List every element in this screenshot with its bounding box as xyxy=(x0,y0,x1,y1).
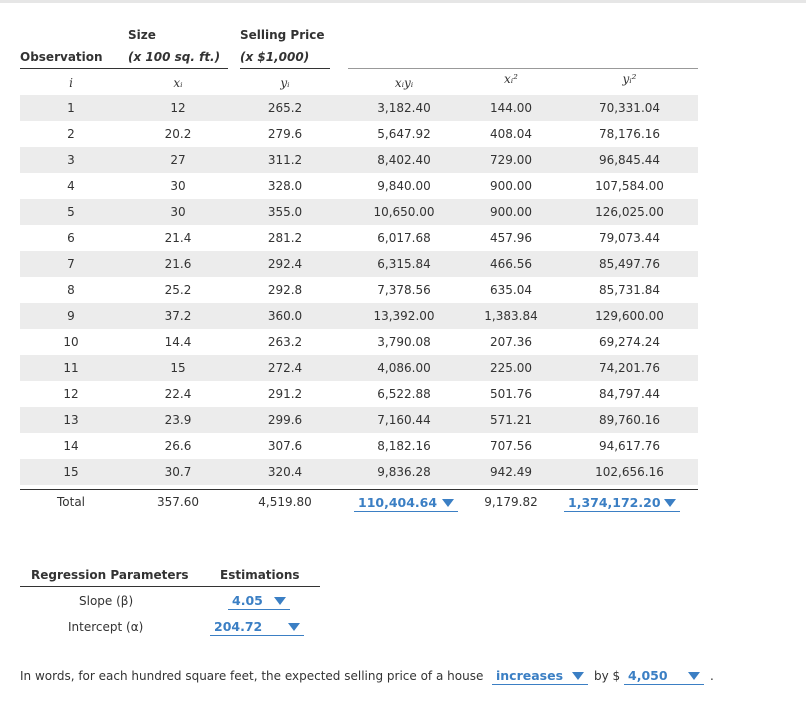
price-unit: (x $1,000) xyxy=(240,50,310,64)
cell-y2: 89,760.16 xyxy=(598,413,661,427)
cell-xy: 9,836.28 xyxy=(377,465,431,479)
cell-i: 11 xyxy=(63,361,79,375)
table-row xyxy=(20,407,698,433)
cell-y2: 129,600.00 xyxy=(595,309,664,323)
cell-x: 30.7 xyxy=(164,465,192,479)
table-row xyxy=(20,199,698,225)
table-row xyxy=(20,355,698,381)
cell-y2: 69,274.24 xyxy=(598,335,661,349)
symbol-x2: xᵢ² xyxy=(504,72,518,86)
cell-y: 320.4 xyxy=(267,465,303,479)
cell-y: 355.0 xyxy=(267,205,303,219)
direction-value: increases xyxy=(496,668,564,683)
cell-xy: 4,086.00 xyxy=(377,361,431,375)
chevron-down-icon xyxy=(572,672,584,680)
chevron-down-icon xyxy=(288,623,300,631)
cell-i: 15 xyxy=(63,465,79,479)
slope-value: 4.05 xyxy=(232,593,263,608)
total-xy-value: 110,404.64 xyxy=(358,495,438,510)
cell-x2: 900.00 xyxy=(490,205,532,219)
cell-xy: 7,378.56 xyxy=(377,283,431,297)
regression-params-header: Regression Parameters xyxy=(31,568,189,582)
cell-i: 6 xyxy=(67,231,75,245)
cell-xy: 7,160.44 xyxy=(377,413,431,427)
header-rule-left xyxy=(20,68,228,69)
cell-i: 2 xyxy=(67,127,75,141)
table-row xyxy=(20,95,698,121)
cell-y2: 126,025.00 xyxy=(595,205,664,219)
cell-x2: 457.96 xyxy=(490,231,532,245)
cell-x: 23.9 xyxy=(164,413,192,427)
table-row xyxy=(20,147,698,173)
table-row xyxy=(20,329,698,355)
cell-x: 26.6 xyxy=(164,439,192,453)
cell-x: 15 xyxy=(170,361,186,375)
cell-y2: 85,497.76 xyxy=(598,257,661,271)
cell-y: 272.4 xyxy=(267,361,303,375)
cell-xy: 6,522.88 xyxy=(377,387,431,401)
chevron-down-icon xyxy=(688,672,700,680)
chevron-down-icon xyxy=(442,499,454,507)
symbol-y: yᵢ xyxy=(280,76,290,90)
cell-xy: 8,402.40 xyxy=(377,153,431,167)
cell-xy: 5,647.92 xyxy=(377,127,431,141)
cell-x: 21.4 xyxy=(164,231,192,245)
cell-x: 14.4 xyxy=(164,335,192,349)
cell-xy: 10,650.00 xyxy=(373,205,435,219)
cell-x2: 942.49 xyxy=(490,465,532,479)
observation-header: Observation xyxy=(20,50,103,64)
sentence-by: by $ xyxy=(594,669,621,683)
cell-y2: 74,201.76 xyxy=(598,361,661,375)
intercept-label: Intercept (α) xyxy=(68,620,144,634)
symbol-i: i xyxy=(69,76,73,90)
cell-x: 25.2 xyxy=(164,283,192,297)
table-row xyxy=(20,277,698,303)
table-row xyxy=(20,251,698,277)
top-border xyxy=(0,0,806,3)
cell-x2: 408.04 xyxy=(490,127,532,141)
total-label: Total xyxy=(56,495,86,509)
total-x: 357.60 xyxy=(157,495,199,509)
cell-xy: 3,182.40 xyxy=(377,101,431,115)
estimations-header: Estimations xyxy=(220,568,300,582)
cell-xy: 6,315.84 xyxy=(377,257,431,271)
cell-i: 14 xyxy=(63,439,79,453)
cell-i: 8 xyxy=(67,283,75,297)
table-row xyxy=(20,173,698,199)
cell-x2: 207.36 xyxy=(490,335,532,349)
cell-y: 292.8 xyxy=(267,283,303,297)
cell-y2: 94,617.76 xyxy=(598,439,661,453)
regression-rule xyxy=(20,586,320,587)
cell-x2: 729.00 xyxy=(490,153,532,167)
cell-x: 37.2 xyxy=(164,309,192,323)
total-y2-value: 1,374,172.20 xyxy=(568,495,661,510)
amount-value: 4,050 xyxy=(628,668,668,683)
cell-i: 10 xyxy=(63,335,79,349)
direction-dropdown[interactable] xyxy=(492,667,588,685)
cell-x: 30 xyxy=(170,205,186,219)
cell-x: 12 xyxy=(170,101,186,115)
cell-i: 12 xyxy=(63,387,79,401)
cell-xy: 13,392.00 xyxy=(373,309,435,323)
cell-x2: 900.00 xyxy=(490,179,532,193)
cell-y: 307.6 xyxy=(267,439,303,453)
cell-y: 279.6 xyxy=(267,127,303,141)
cell-x: 27 xyxy=(170,153,186,167)
amount-dropdown[interactable] xyxy=(624,667,704,685)
chevron-down-icon xyxy=(274,597,286,605)
total-rule xyxy=(20,489,698,490)
cell-x2: 501.76 xyxy=(490,387,532,401)
cell-x2: 571.21 xyxy=(490,413,532,427)
cell-x: 20.2 xyxy=(164,127,192,141)
cell-y2: 84,797.44 xyxy=(598,387,661,401)
sentence-text: In words, for each hundred square feet, the expected selling price of a house xyxy=(20,669,484,683)
cell-y: 281.2 xyxy=(267,231,303,245)
cell-x: 21.6 xyxy=(164,257,192,271)
cell-i: 13 xyxy=(63,413,79,427)
cell-y: 292.4 xyxy=(267,257,303,271)
cell-xy: 8,182.16 xyxy=(377,439,431,453)
cell-xy: 6,017.68 xyxy=(377,231,431,245)
intercept-value: 204.72 xyxy=(214,619,263,634)
cell-y: 263.2 xyxy=(267,335,303,349)
cell-xy: 3,790.08 xyxy=(377,335,431,349)
cell-y: 328.0 xyxy=(267,179,303,193)
cell-y2: 78,176.16 xyxy=(598,127,661,141)
symbol-x: xᵢ xyxy=(173,76,183,90)
cell-y2: 107,584.00 xyxy=(595,179,664,193)
table-row xyxy=(20,303,698,329)
table-row xyxy=(20,459,698,485)
table-row xyxy=(20,225,698,251)
total-y: 4,519.80 xyxy=(258,495,312,509)
total-x2: 9,179.82 xyxy=(484,495,538,509)
size-unit: (x 100 sq. ft.) xyxy=(128,50,221,64)
cell-x2: 707.56 xyxy=(490,439,532,453)
table-row xyxy=(20,433,698,459)
cell-i: 1 xyxy=(67,101,75,115)
cell-i: 9 xyxy=(67,309,75,323)
cell-i: 5 xyxy=(67,205,75,219)
cell-y: 311.2 xyxy=(267,153,303,167)
slope-label: Slope (β) xyxy=(79,594,134,608)
sentence-end: . xyxy=(710,669,714,683)
header-rule-price xyxy=(240,68,330,69)
cell-i: 4 xyxy=(67,179,75,193)
cell-i: 7 xyxy=(67,257,75,271)
cell-y: 360.0 xyxy=(267,309,303,323)
cell-x2: 144.00 xyxy=(490,101,532,115)
cell-y2: 96,845.44 xyxy=(598,153,661,167)
intercept-dropdown[interactable] xyxy=(210,618,304,636)
cell-x2: 1,383.84 xyxy=(484,309,538,323)
cell-i: 3 xyxy=(67,153,75,167)
cell-y: 299.6 xyxy=(267,413,303,427)
cell-x2: 466.56 xyxy=(490,257,532,271)
symbol-xy: xᵢyᵢ xyxy=(394,76,414,90)
cell-x2: 635.04 xyxy=(490,283,532,297)
cell-y2: 70,331.04 xyxy=(598,101,661,115)
table-row xyxy=(20,121,698,147)
total-xy-dropdown[interactable] xyxy=(354,494,458,512)
cell-y2: 85,731.84 xyxy=(598,283,661,297)
slope-dropdown[interactable] xyxy=(228,592,290,610)
price-header: Selling Price xyxy=(240,28,325,42)
cell-xy: 9,840.00 xyxy=(377,179,431,193)
cell-y2: 102,656.16 xyxy=(595,465,664,479)
cell-y2: 79,073.44 xyxy=(598,231,661,245)
size-header: Size xyxy=(128,28,156,42)
cell-x: 30 xyxy=(170,179,186,193)
cell-x: 22.4 xyxy=(164,387,192,401)
cell-y: 265.2 xyxy=(267,101,303,115)
table-row xyxy=(20,381,698,407)
total-y2-dropdown[interactable] xyxy=(564,494,680,512)
chevron-down-icon xyxy=(664,499,676,507)
cell-y: 291.2 xyxy=(267,387,303,401)
symbol-y2: yᵢ² xyxy=(622,72,637,86)
cell-x2: 225.00 xyxy=(490,361,532,375)
header-rule-right xyxy=(348,68,698,69)
